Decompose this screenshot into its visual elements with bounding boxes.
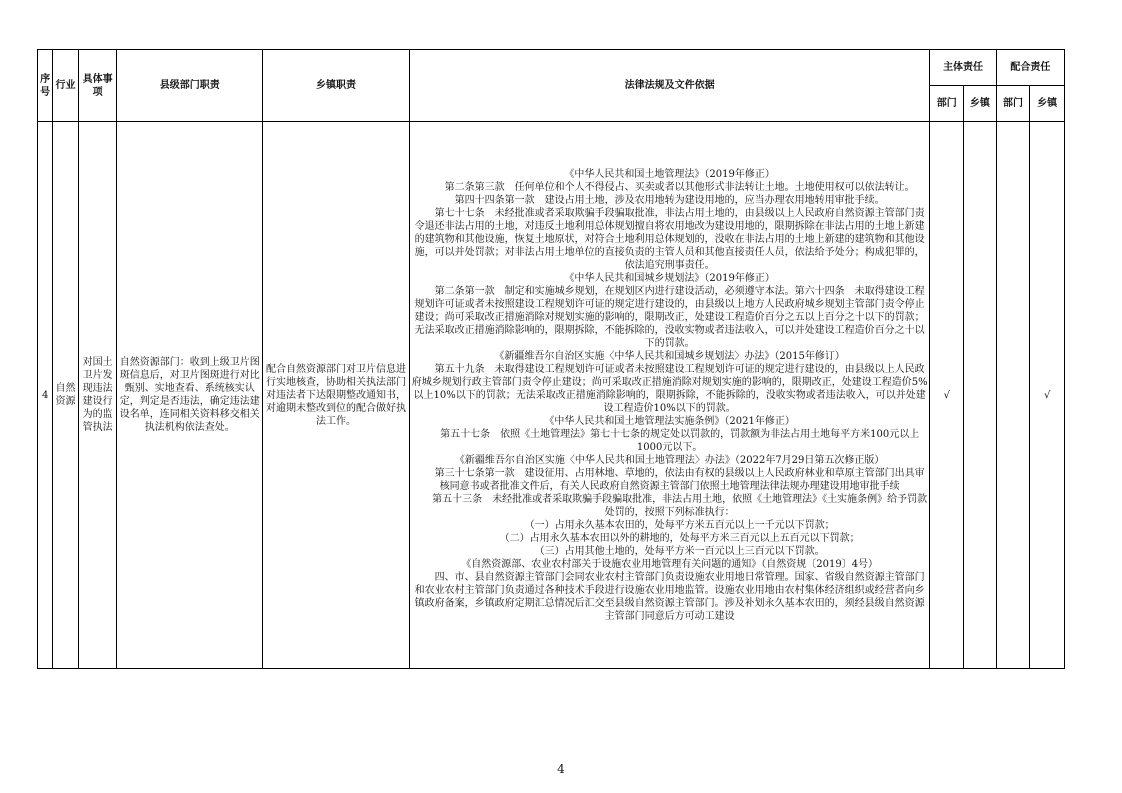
- cell-main-dept: √: [930, 122, 964, 669]
- header-industry: 行业: [53, 50, 78, 122]
- law-paragraph: 第五十三条 未经批准或者采取欺骗手段骗取批准，非法占用土地，依照《土地管理法》《土实施条例》给予罚款处罚的，按照下列标准执行：: [432, 493, 928, 518]
- header-seq: 序号: [38, 50, 53, 122]
- table-row: [38, 122, 1065, 669]
- cell-seq: 4: [38, 122, 53, 669]
- cell-law-basis: [409, 122, 930, 669]
- page-number: 4: [557, 762, 565, 776]
- law-paragraph: （三）占用其他土地的，处每平方米一百元以上三百元以下罚款。: [534, 545, 825, 557]
- cell-item: 对国土卫片发现违法建设行为的监管执法: [78, 122, 117, 669]
- law-paragraph: 第五十七条 依照《土地管理法》第七十七条的规定处以罚款的，罚款额为非法占用土地每平方米100元以上1000元以下。: [440, 428, 920, 453]
- law-paragraph: 第三十七条第一款 建设征用、占用林地、草地的，依法由有权的县级以上人民政府林业和草原主管部门出具审核同意书或者批准文件后，有关人民政府自然资源主管部门依照土地管理法律法规办理建设用地审批手续: [434, 467, 925, 492]
- cell-coop-town: √: [1030, 122, 1065, 669]
- law-paragraph: 《自然资源部、农业农村部关于设施农业用地管理有关问题的通知》（自然资规〔2019〕4号）: [461, 558, 879, 570]
- header-county-duty: 县级部门职责: [117, 50, 263, 122]
- cell-coop-dept: [996, 122, 1030, 669]
- duty-table: [37, 49, 1065, 669]
- law-paragraph: 第二条第三款 任何单位和个人不得侵占、买卖或者以其他形式非法转让土地。土地使用权可以依法转让。: [444, 181, 915, 193]
- law-paragraph: 《中华人民共和国土地管理法》（2019年修正）: [564, 168, 775, 180]
- law-paragraph: 第七十七条 未经批准或者采取欺骗手段骗取批准，非法占用土地的，由县级以上人民政府自然资源主管部门责令退还非法占用的土地，对违反土地利用总体规划擅自将农用地改为建设用地的，限期拆除在非法占用的土地上新建的建筑物和其他设施，恢复土地原状，对符合土地利用总体规划的，没收在非法占用的土地上新建的建筑物和其他设施，可以并处罚款；对非法占用土地单位的直接负责的主管人员和其他直接责任人员，依法给予处分；构成犯罪的，依法追究刑事责任。: [414, 207, 925, 271]
- header-coop-responsibility: 配合责任: [996, 50, 1064, 86]
- header-item: 具体事项: [78, 50, 117, 122]
- law-paragraph: （二）占用永久基本农田以外的耕地的，处每平方米三百元以上五百元以下罚款；: [499, 532, 860, 544]
- header-main-dept: 部门: [930, 86, 964, 122]
- law-paragraph: 第四十四条第一款 建设占用土地，涉及农用地转为建设用地的，应当办理农用地转用审批手续。: [454, 194, 885, 206]
- law-paragraph: （一）占用永久基本农田的，处每平方米五百元以上一千元以下罚款；: [524, 519, 835, 531]
- law-paragraph: 《新疆维吾尔自治区实施〈中华人民共和国土地管理法〉办法》（2022年7月29日第五次修正版）: [454, 454, 885, 466]
- law-paragraph: 《中华人民共和国城乡规划法》（2019年修正）: [564, 272, 775, 284]
- header-coop-town: 乡镇: [1030, 86, 1065, 122]
- cell-industry: 自然资源: [53, 122, 78, 669]
- header-main-town: 乡镇: [964, 86, 997, 122]
- header-township-duty: 乡镇职责: [263, 50, 410, 122]
- header-coop-dept: 部门: [996, 86, 1030, 122]
- law-paragraph: 四、市、县自然资源主管部门会同农业农村主管部门负责设施农业用地日常管理。国家、省级自然资源主管部门和农业农村主管部门负责通过各种技术手段进行设施农业用地监管。设施农业用地由农村集体经济组织或经营者向乡镇政府备案，乡镇政府定期汇总情况后汇交至县级自然资源主管部门。涉及补划永久基本农田的，须经县级自然资源主管部门同意后方可动工建设: [414, 571, 925, 622]
- cell-county-duty: 自然资源部门：收到上级卫片图斑信息后，对卫片图斑进行对比甄别、实地查看、系统核实认定，判定是否违法，确定违法建设名单，连同相关资料移交相关执法机构依法查处。: [117, 122, 263, 669]
- law-paragraph: 《中华人民共和国土地管理法实施条例》（2021年修正）: [544, 415, 795, 427]
- header-main-responsibility: 主体责任: [930, 50, 996, 86]
- cell-main-town: [964, 122, 997, 669]
- cell-township-duty: 配合自然资源部门对卫片信息进行实地核查，协助相关执法部门对违法者下达限期整改通知书，对逾期未整改到位的配合做好执法工作。: [263, 122, 410, 669]
- law-paragraph: 《新疆维吾尔自治区实施〈中华人民共和国城乡规划法〉办法》（2015年修订）: [494, 350, 845, 362]
- header-law-basis: 法律法规及文件依据: [409, 50, 930, 122]
- law-paragraph: 第二条第一款 制定和实施城乡规划，在规划区内进行建设活动，必须遵守本法。第六十四条 未取得建设工程规划许可证或者未按照建设工程规划许可证的规定进行建设的，由县级以上地方人民政府城乡规划主管部门责令停止建设；尚可采取改正措施消除对规划实施的影响的，限期改正，处建设工程造价百分之五以上百分之十以下的罚款；无法采取改正措施消除影响的，限期拆除，不能拆除的，没收实物或者违法收入，可以并处建设工程造价百分之十以下的罚款。: [414, 285, 925, 349]
- header-row-top: [38, 50, 1065, 86]
- law-paragraph: 第五十九条 未取得建设工程规划许可证或者未按照建设工程规划许可证的规定进行建设的，由县级以上人民政府城乡规划行政主管部门责令停止建设；尚可采取改正措施消除对规划实施的影响的，限期改正，处建设工程造价5%以上10%以下的罚款；无法采取改正措施消除影响的，限期拆除，不能拆除的，没收实物或者违法收入，可以并处建设工程造价10%以下的罚款。: [411, 363, 928, 414]
